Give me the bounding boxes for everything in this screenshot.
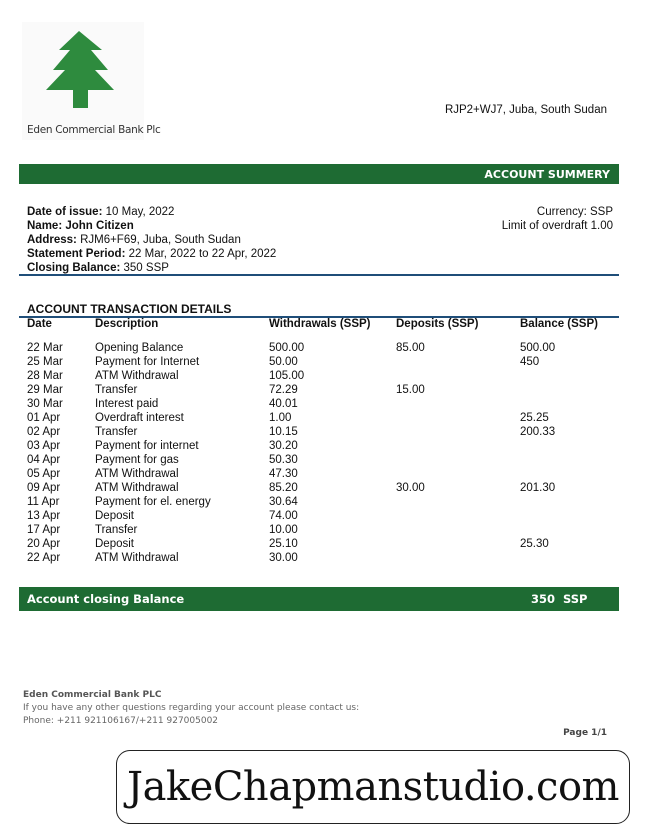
cell-date: 29 Mar bbox=[27, 384, 63, 396]
cell-description: Deposit bbox=[95, 538, 134, 550]
cell-withdrawal: 105.00 bbox=[269, 370, 305, 382]
cell-withdrawal: 500.00 bbox=[269, 342, 305, 354]
table-row bbox=[0, 454, 648, 468]
header-deposits: Deposits (SSP) bbox=[396, 318, 479, 330]
table-header bbox=[0, 318, 648, 332]
table-row bbox=[0, 440, 648, 454]
cell-withdrawal: 74.00 bbox=[269, 510, 298, 522]
currency-value: SSP bbox=[589, 206, 613, 218]
cell-date: 25 Mar bbox=[27, 356, 63, 368]
currency-info bbox=[502, 205, 613, 233]
cell-description: Payment for el. energy bbox=[95, 496, 211, 508]
currency-label: Currency: bbox=[536, 206, 587, 218]
table-row bbox=[0, 370, 648, 384]
cell-withdrawal: 10.15 bbox=[269, 426, 298, 438]
cell-date: 13 Apr bbox=[27, 510, 61, 522]
table-row bbox=[0, 510, 648, 524]
table-row bbox=[0, 356, 648, 370]
cell-withdrawal: 47.30 bbox=[269, 468, 298, 480]
cell-description: Overdraft interest bbox=[95, 412, 184, 424]
table-row bbox=[0, 496, 648, 510]
table-row bbox=[0, 468, 648, 482]
footer-phone: Phone: +211 921106167/+211 927005002 bbox=[23, 716, 219, 726]
overdraft-label: Limit of overdraft bbox=[501, 220, 588, 232]
info-divider bbox=[19, 274, 619, 276]
cell-date: 05 Apr bbox=[27, 468, 61, 480]
cell-description: Payment for internet bbox=[95, 440, 199, 452]
cell-date: 17 Apr bbox=[27, 524, 61, 536]
table-row bbox=[0, 398, 648, 412]
cell-description: Payment for gas bbox=[95, 454, 179, 466]
table-row bbox=[0, 482, 648, 496]
bank-logo-tree-icon bbox=[22, 22, 144, 140]
date-of-issue-label: Date of issue: bbox=[27, 206, 103, 218]
closing-bar-label: Account closing Balance bbox=[27, 592, 185, 606]
cell-description: ATM Withdrawal bbox=[95, 482, 179, 494]
footer-contact-text: If you have any other questions regarding your account please contact us: bbox=[23, 703, 360, 713]
statement-period-label: Statement Period: bbox=[27, 248, 126, 260]
cell-description: Transfer bbox=[95, 524, 138, 536]
account-summary-title: ACCOUNT SUMMERY bbox=[484, 168, 610, 181]
account-summary-bar bbox=[19, 164, 619, 184]
header-date: Date bbox=[27, 318, 52, 330]
cell-date: 22 Apr bbox=[27, 552, 61, 564]
cell-date: 30 Mar bbox=[27, 398, 63, 410]
cell-withdrawal: 50.30 bbox=[269, 454, 298, 466]
cell-withdrawal: 50.00 bbox=[269, 356, 298, 368]
cell-description: Transfer bbox=[95, 384, 138, 396]
cell-withdrawal: 25.10 bbox=[269, 538, 298, 550]
cell-date: 01 Apr bbox=[27, 412, 61, 424]
closing-balance-label: Closing Balance: bbox=[27, 262, 121, 274]
cell-description: Payment for Internet bbox=[95, 356, 200, 368]
cell-balance: 25.30 bbox=[520, 538, 549, 550]
cell-balance: 450 bbox=[520, 356, 540, 368]
customer-name: John Citizen bbox=[65, 220, 134, 232]
cell-balance: 25.25 bbox=[520, 412, 549, 424]
closing-bar-value: 350 SSP bbox=[531, 592, 588, 606]
cell-date: 02 Apr bbox=[27, 426, 61, 438]
cell-description: ATM Withdrawal bbox=[95, 370, 179, 382]
cell-withdrawal: 1.00 bbox=[269, 412, 292, 424]
cell-date: 20 Apr bbox=[27, 538, 61, 550]
cell-description: ATM Withdrawal bbox=[95, 468, 179, 480]
date-of-issue-value: 10 May, 2022 bbox=[105, 206, 175, 218]
closing-balance-bar bbox=[19, 587, 619, 611]
cell-description: Opening Balance bbox=[95, 342, 184, 354]
logo-bank-name: Eden Commercial Bank Plc bbox=[27, 124, 161, 136]
page-number: Page 1/1 bbox=[563, 728, 607, 738]
table-row bbox=[0, 538, 648, 552]
cell-date: 22 Mar bbox=[27, 342, 63, 354]
overdraft-value: 1.00 bbox=[590, 220, 613, 232]
cell-withdrawal: 30.20 bbox=[269, 440, 298, 452]
cell-description: Interest paid bbox=[95, 398, 159, 410]
cell-withdrawal: 40.01 bbox=[269, 398, 298, 410]
cell-balance: 500.00 bbox=[520, 342, 556, 354]
table-row bbox=[0, 426, 648, 440]
transactions-title: ACCOUNT TRANSACTION DETAILS bbox=[27, 302, 232, 316]
watermark-banner bbox=[116, 750, 630, 824]
cell-balance: 200.33 bbox=[520, 426, 556, 438]
header-description: Description bbox=[95, 318, 159, 330]
header-withdrawals: Withdrawals (SSP) bbox=[269, 318, 371, 330]
table-row bbox=[0, 412, 648, 426]
cell-withdrawal: 30.00 bbox=[269, 552, 298, 564]
cell-balance: 201.30 bbox=[520, 482, 556, 494]
cell-date: 28 Mar bbox=[27, 370, 63, 382]
cell-withdrawal: 85.20 bbox=[269, 482, 298, 494]
table-row bbox=[0, 342, 648, 356]
bank-address: RJP2+WJ7, Juba, South Sudan bbox=[444, 104, 607, 116]
cell-date: 03 Apr bbox=[27, 440, 61, 452]
cell-withdrawal: 72.29 bbox=[269, 384, 298, 396]
cell-date: 04 Apr bbox=[27, 454, 61, 466]
header-balance: Balance (SSP) bbox=[520, 318, 598, 330]
name-label: Name: bbox=[27, 220, 63, 232]
watermark-text: JakeChapmanstudio.com bbox=[127, 764, 619, 810]
table-row bbox=[0, 384, 648, 398]
closing-balance-value: 350 SSP bbox=[123, 262, 169, 274]
cell-withdrawal: 30.64 bbox=[269, 496, 298, 508]
cell-deposit: 15.00 bbox=[396, 384, 425, 396]
customer-info bbox=[27, 205, 276, 275]
address-label: Address: bbox=[27, 234, 77, 246]
cell-deposit: 30.00 bbox=[396, 482, 425, 494]
customer-address: RJM6+F69, Juba, South Sudan bbox=[80, 234, 241, 246]
cell-date: 11 Apr bbox=[27, 496, 60, 508]
cell-description: ATM Withdrawal bbox=[95, 552, 179, 564]
table-row bbox=[0, 524, 648, 538]
cell-date: 09 Apr bbox=[27, 482, 61, 494]
cell-description: Transfer bbox=[95, 426, 138, 438]
statement-period-value: 22 Mar, 2022 to 22 Apr, 2022 bbox=[128, 248, 277, 260]
footer-bank-name: Eden Commercial Bank PLC bbox=[23, 690, 162, 700]
table-row bbox=[0, 552, 648, 566]
cell-description: Deposit bbox=[95, 510, 134, 522]
cell-deposit: 85.00 bbox=[396, 342, 425, 354]
cell-withdrawal: 10.00 bbox=[269, 524, 298, 536]
